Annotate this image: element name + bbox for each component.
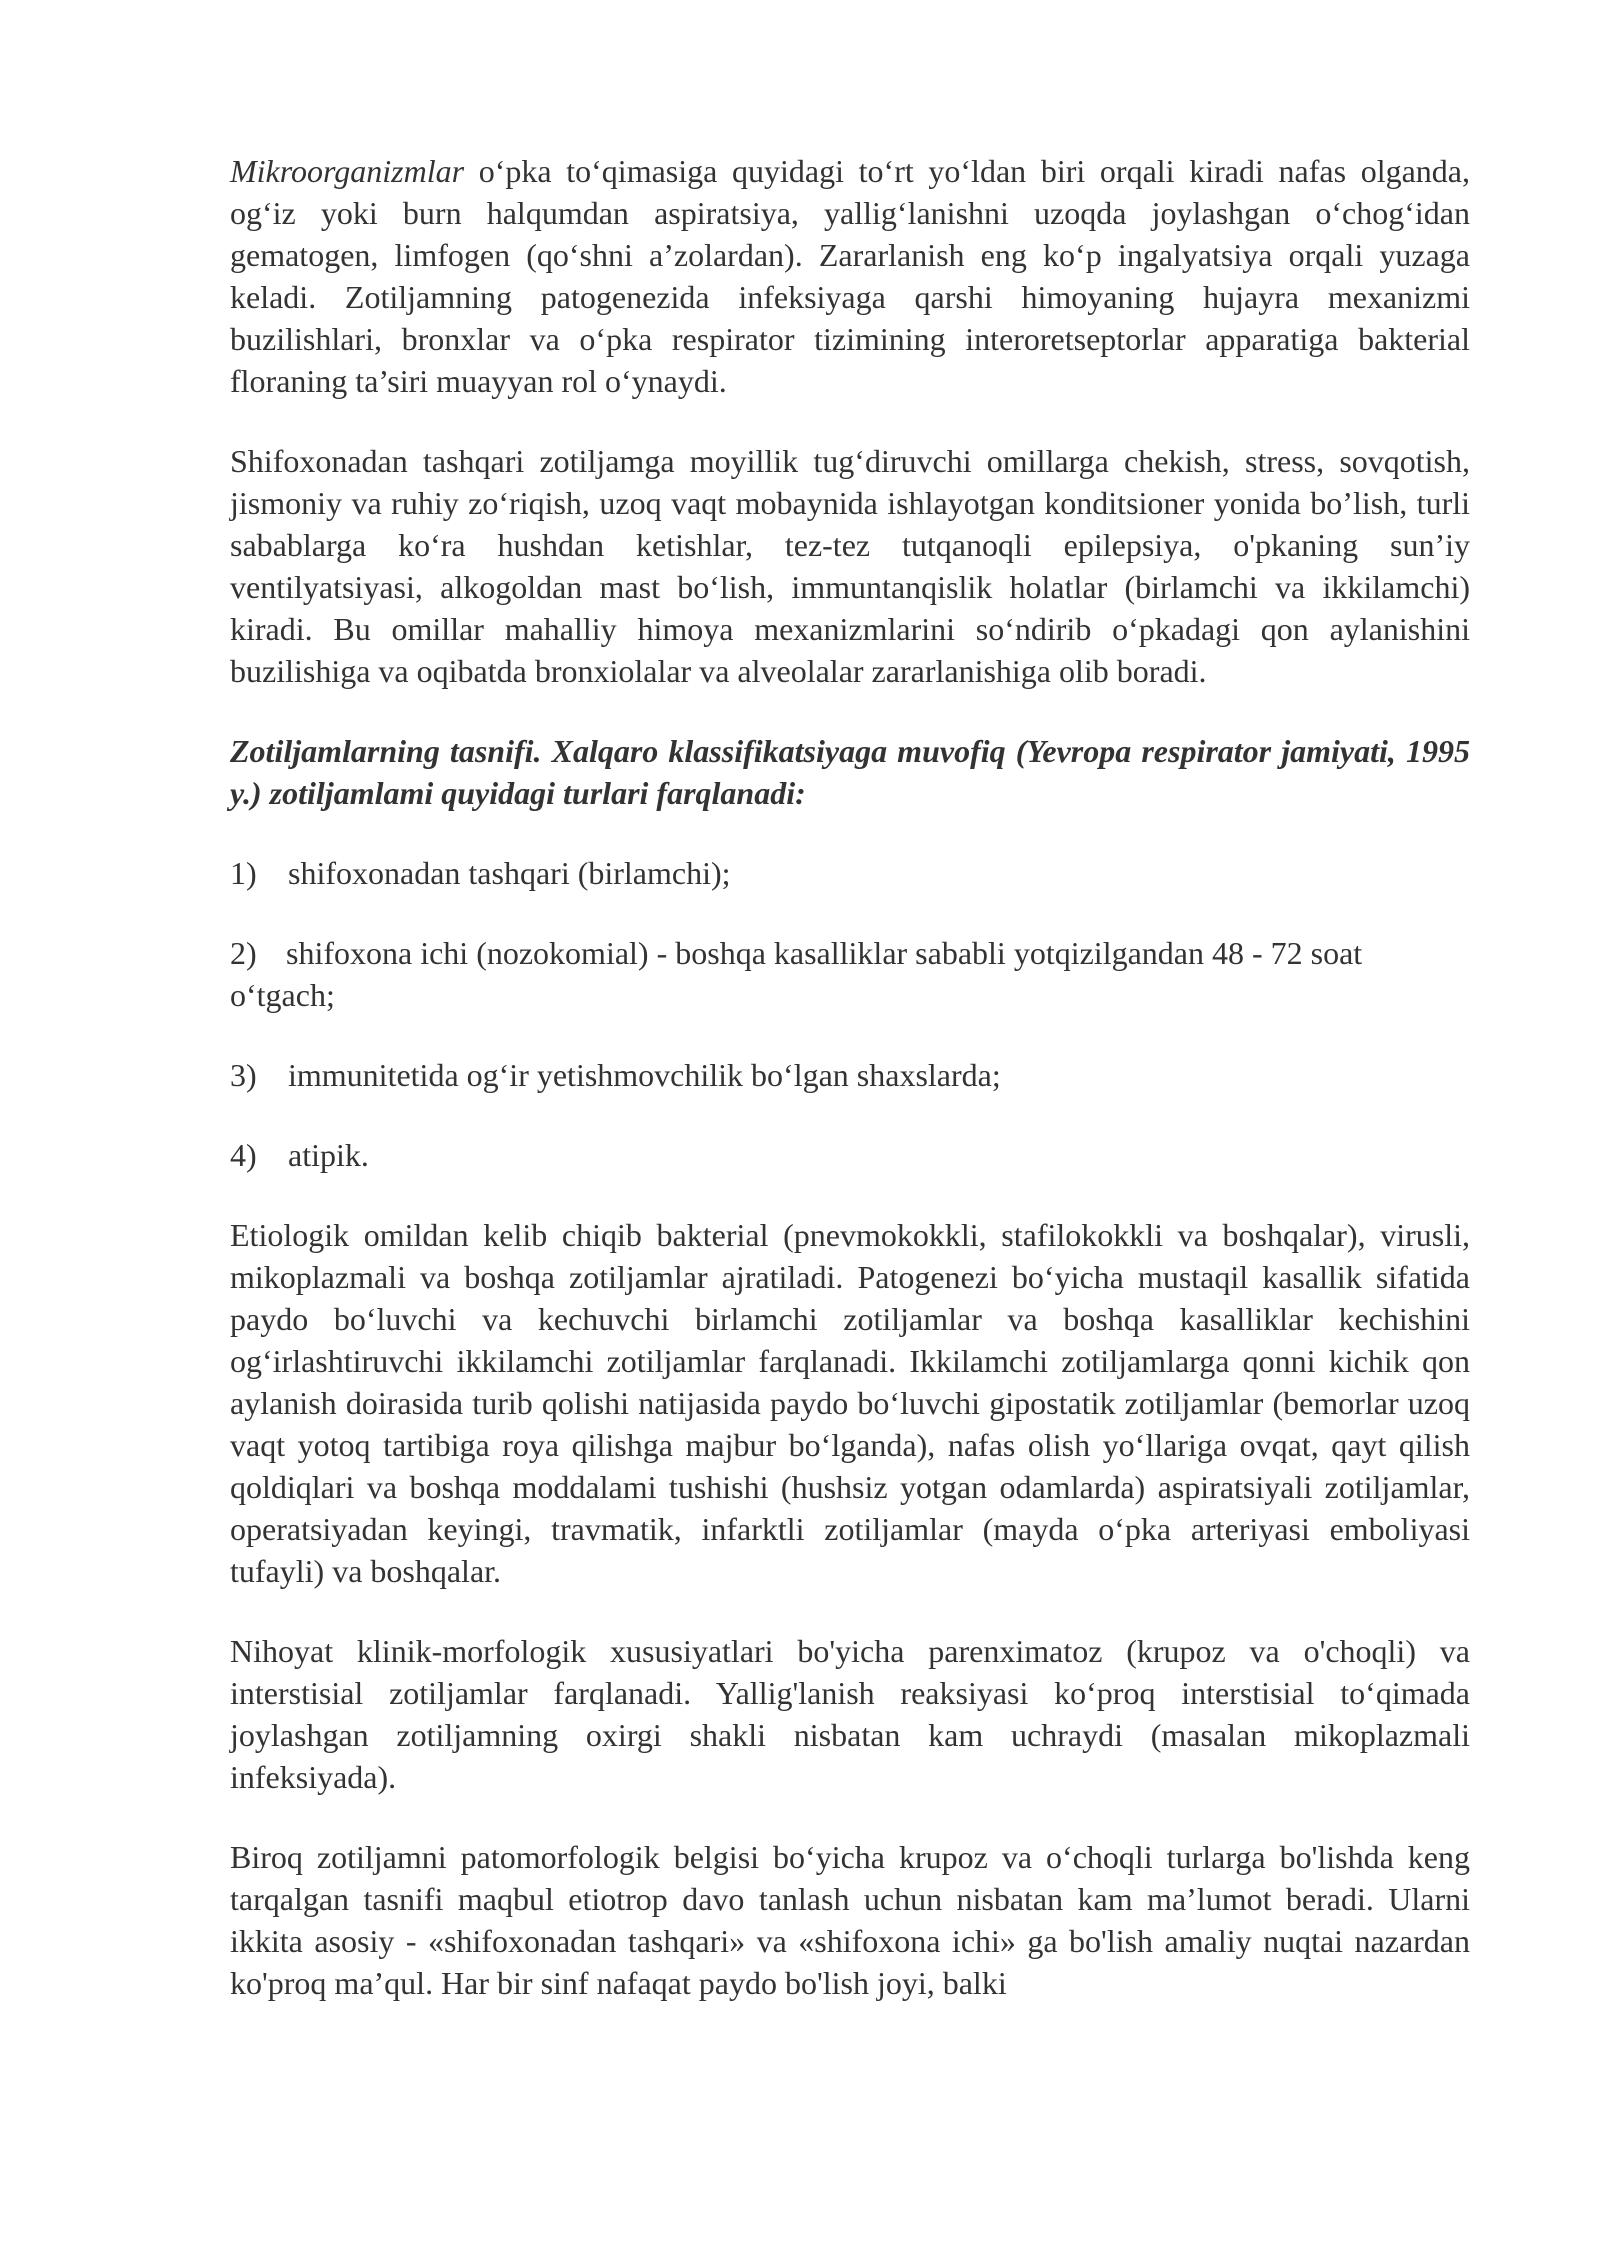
paragraph-lead-term: Mikroorganizmlar <box>230 153 465 189</box>
list-item-number: 4) <box>230 1137 257 1173</box>
list-item-text: atipik. <box>288 1137 369 1173</box>
list-item <box>230 932 1470 1016</box>
paragraph-pathogenesis <box>230 150 1470 402</box>
list-item-text: immunitetida og‘ir yetishmovchilik bo‘lgan shaxslarda; <box>288 1057 1001 1093</box>
paragraph-clinical-morphology: Nihoyat klinik-morfologik xususiyatlari bo'yicha parenximatoz (krupoz va o'choqli) va interstisial zotiljamlar farqlanadi. Yallig'lanish reaksiyasi ko‘proq interstisial to‘qimada joylashgan zotiljamning oxirgi shakli nisbatan kam uchraydi (masalan mikoplazmali infeksiyada). <box>230 1633 1470 1795</box>
list-item <box>230 852 1470 894</box>
paragraph-risk-factors: Shifoxonadan tashqari zotiljamga moyillik tug‘diruvchi omillarga chekish, stress, sovqotish, jismoniy va ruhiy zo‘riqish, uzoq vaqt mobaynida ishlayotgan konditsioner yonida bo’lish, turli sabablarga ko‘ra hushdan ketishlar, tez-tez tutqanoqli epilepsiya, o'pkaning sun’iy ventilyatsiyasi, alkogoldan mast bo‘lish, immuntanqislik holatlar (birlamchi va ikkilamchi) kiradi. Bu omillar mahalliy himoya mexanizmlarini so‘ndirib o‘pkadagi qon aylanishini buzilishiga va oqibatda bronxiolalar va alveolalar zararlanishiga olib boradi. <box>230 443 1470 689</box>
paragraph-practical-classification: Biroq zotiljamni patomorfologik belgisi bo‘yicha krupoz va o‘choqli turlarga bo'lishda keng tarqalgan tasnifi maqbul etiotrop davo tanlash uchun nisbatan kam ma’lumot beradi. Ularni ikkita asosiy - «shifoxonadan tashqari» va «shifoxona ichi» ga bo'lish amaliy nuqtai nazardan ko'proq ma’qul. Har bir sinf nafaqat paydo bo'lish joyi, balki <box>230 1839 1470 2001</box>
list-item-text: shifoxona ichi (nozokomial) - boshqa kasalliklar sababli yotqizilgandan 48 - 72 soat o‘tgach; <box>230 935 1363 1013</box>
paragraph-etiology: Etiologik omildan kelib chiqib bakterial (pnevmokokkli, stafilokokkli va boshqalar), virusli, mikoplazmali va boshqa zotiljamlar ajratiladi. Patogenezi bo‘yicha mustaqil kasallik sifatida paydo bo‘luvchi va kechuvchi birlamchi zotiljamlar va boshqa kasalliklar kechishini og‘irlashtiruvchi ikkilamchi zotiljamlar farqlanadi. Ikkilamchi zotiljamlarga qonni kichik qon aylanish doirasida turib qolishi natijasida paydo bo‘luvchi gipostatik zotiljamlar (bemorlar uzoq vaqt yotoq tartibiga roya qilishga majbur bo‘lganda), nafas olish yo‘llariga ovqat, qayt qilish qoldiqlari va boshqa moddalami tushishi (hushsiz yotgan odamlarda) aspiratsiyali zotiljamlar, operatsiyadan keyingi, travmatik, infarktli zotiljamlar (mayda o‘pka arteriyasi emboliyasi tufayli) va boshqalar. <box>230 1217 1470 1589</box>
list-item-text: shifoxonadan tashqari (birlamchi); <box>288 855 731 891</box>
list-item-number: 1) <box>230 855 257 891</box>
list-item <box>230 1054 1470 1096</box>
list-item-number: 2) <box>230 935 257 971</box>
section-heading-classification: Zotiljamlarning tasnifi. Xalqaro klassifikatsiyaga muvofiq (Yevropa respirator jamiyati, 1995 y.) zotiljamlami quyidagi turlari farqlanadi: <box>230 733 1470 811</box>
document-page <box>230 150 1470 2042</box>
list-item <box>230 1134 1470 1176</box>
list-item-number: 3) <box>230 1057 257 1093</box>
paragraph-text: o‘pka to‘qimasiga quyidagi to‘rt yo‘ldan biri orqali kiradi nafas olganda, og‘iz yoki burn halqumdan aspiratsiya, yallig‘lanishni uzoqda joylashgan o‘chog‘idan gematogen, limfogen (qo‘shni a’zolardan). Zararlanish eng ko‘p ingalyatsiya orqali yuzaga keladi. Zotiljamning patogenezida infeksiyaga qarshi himoyaning hujayra mexanizmi buzilishlari, bronxlar va o‘pka respirator tizimining interoretseptorlar apparatiga bakterial floraning ta’siri muayyan rol o‘ynaydi. <box>230 153 1470 399</box>
